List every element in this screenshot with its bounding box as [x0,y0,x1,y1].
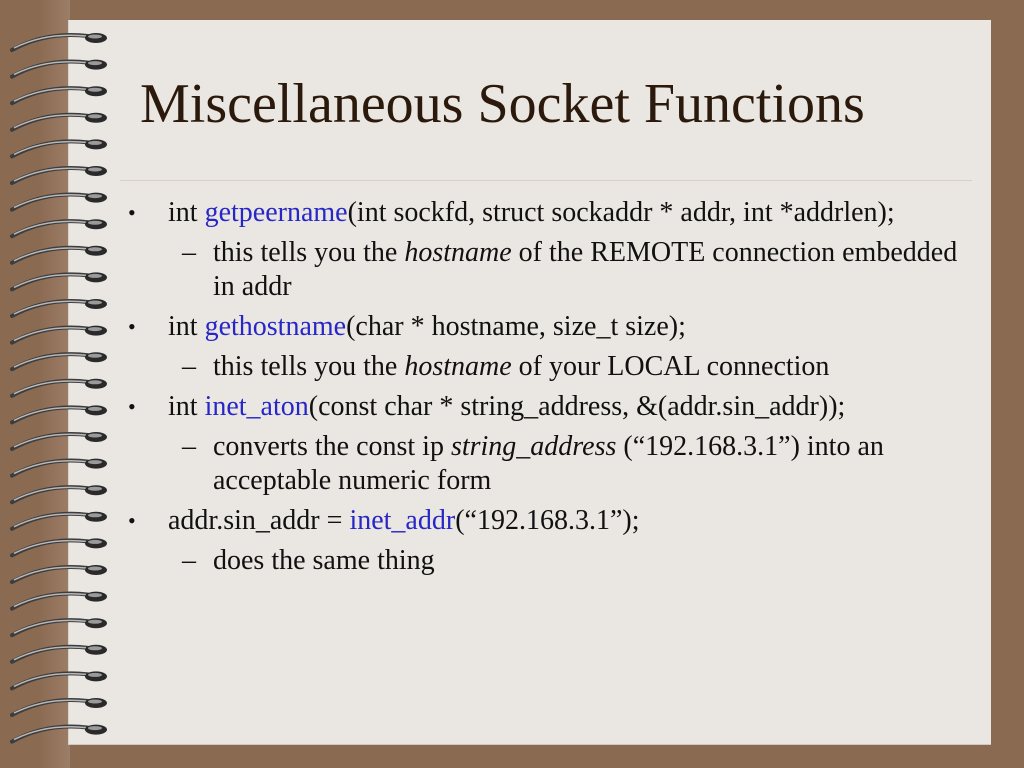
bullet-text: (const char * string_address, &(addr.sin_addr)); [308,391,846,422]
spiral-ring-icon [12,485,107,502]
spiral-ring-icon [12,113,107,130]
sub-bullet-item [120,350,980,384]
spiral-ring-icon [12,645,107,662]
bullet-text: (int sockfd, struct sockaddr * addr, int *addrlen); [347,197,895,228]
bullet-marker: • [128,314,136,339]
spiral-ring-icon [12,246,107,263]
function-name: getpeername [204,197,348,228]
bullet-text: int [168,197,205,228]
sub-bullet-item [120,236,980,304]
bullet-text: int [168,311,205,342]
bullet-text: of your LOCAL connection [511,351,830,382]
bullet-text: (“192.168.3.1”) into an acceptable numeric form [213,431,884,496]
spiral-ring-icon [12,193,107,210]
emphasis-text: string_address [450,431,617,462]
spiral-ring-icon [12,166,107,183]
spiral-ring-icon [12,139,107,156]
function-name: inet_aton [204,391,309,422]
bullet-item [120,504,980,538]
function-name: gethostname [204,311,347,342]
bullet-text: converts the const ip [213,431,451,462]
bullet-text: this tells you the [213,351,405,382]
spiral-ring-icon [12,405,107,422]
bullet-item [120,196,980,230]
spiral-ring-icon [12,592,107,609]
spiral-ring-icon [12,618,107,635]
bullet-text: (“192.168.3.1”); [455,505,640,536]
function-name: inet_addr [349,505,456,536]
spiral-ring-icon [12,33,107,50]
bullet-text: int [168,391,205,422]
bullet-item [120,390,980,424]
spiral-ring-icon [12,698,107,715]
dash-marker: – [182,545,196,576]
bullet-text: (char * hostname, size_t size); [346,311,686,342]
spiral-ring-icon [12,432,107,449]
emphasis-text: hostname [404,351,512,382]
spiral-ring-icon [12,299,107,316]
bullet-marker: • [128,508,136,533]
dash-marker: – [182,351,196,382]
spiral-ring-icon [12,538,107,555]
bullet-text: of the REMOTE connection embedded in addr [213,237,958,302]
bullet-marker: • [128,394,136,419]
sub-bullet-item [120,544,980,578]
spiral-ring-icon [12,379,107,396]
spiral-ring-icon [12,60,107,77]
spiral-ring-icon [12,219,107,236]
bullet-list [120,196,980,584]
title-divider [120,180,972,181]
spiral-ring-icon [12,459,107,476]
emphasis-text: hostname [404,237,512,268]
bullet-text: addr.sin_addr = [168,505,350,536]
bullet-text: does the same thing [213,545,435,576]
dash-marker: – [182,237,196,268]
spiral-ring-icon [12,725,107,742]
bullet-text: this tells you the [213,237,405,268]
spiral-ring-icon [12,352,107,369]
spiral-binding-icon [0,0,115,768]
bullet-item [120,310,980,344]
bullet-marker: • [128,200,136,225]
spiral-ring-icon [12,671,107,688]
spiral-ring-icon [12,565,107,582]
slide-title: Miscellaneous Socket Functions [140,73,865,135]
spiral-ring-icon [12,86,107,103]
sub-bullet-item [120,430,980,498]
dash-marker: – [182,431,196,462]
spiral-ring-icon [12,512,107,529]
spiral-ring-icon [12,272,107,289]
spiral-ring-icon [12,326,107,343]
